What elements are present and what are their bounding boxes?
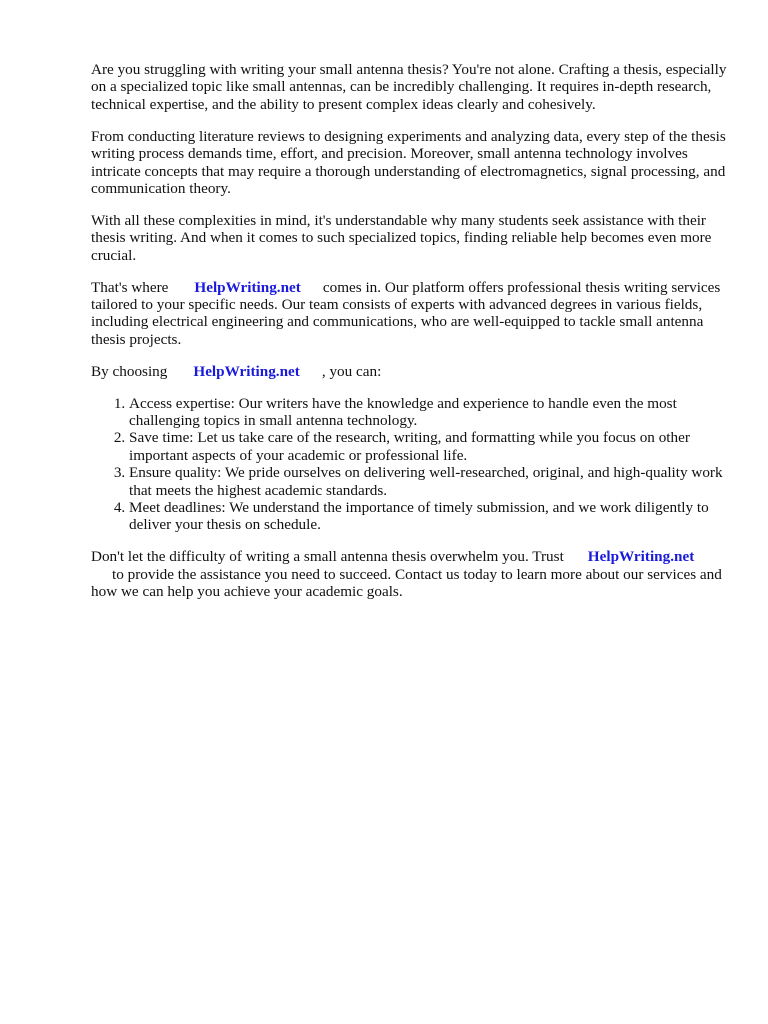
platform-body-text: comes in. Our platform offers professional thesis writing services tailored to your specific needs. Our team consists of experts with advanced degrees in various fields, including electrical engineering and communications, who are well-equipped to tackle small antenna thesis projects. [91, 278, 721, 348]
choosing-tail-text: , you can: [321, 362, 382, 380]
platform-paragraph [91, 279, 727, 349]
document-page [91, 61, 727, 615]
helpwriting-link[interactable]: HelpWriting.net [587, 548, 695, 566]
helpwriting-link[interactable]: HelpWriting.net [194, 278, 301, 296]
choosing-lead-text: By choosing [91, 362, 168, 380]
closing-body-text: to provide the assistance you need to succeed. Contact us today to learn more about our services and how we can help you achieve your academic goals. [91, 565, 722, 601]
choosing-paragraph [91, 363, 727, 380]
list-item: 1. Access expertise: Our writers have the knowledge and experience to handle even the most challenging topics in small antenna technology. [129, 395, 727, 430]
closing-lead-text: Don't let the difficulty of writing a small antenna thesis overwhelm you. Trust [91, 548, 564, 566]
complexities-paragraph: With all these complexities in mind, it's understandable why many students seek assistance with their thesis writing. And when it comes to such specialized topics, finding reliable help becomes even more crucial. [91, 211, 712, 264]
helpwriting-link[interactable]: HelpWriting.net [193, 362, 300, 380]
list-item: 3. Ensure quality: We pride ourselves on delivering well-researched, original, and high-quality work that meets the highest academic standards. [129, 464, 727, 499]
closing-paragraph [91, 548, 727, 600]
process-paragraph: From conducting literature reviews to designing experiments and analyzing data, every step of the thesis writing process demands time, effort, and precision. Moreover, small antenna technology involves intricate concepts that may require a thorough understanding of electromagnetics, signal processing, and communication theory. [91, 127, 726, 197]
benefits-list [91, 395, 727, 534]
intro-paragraph: Are you struggling with writing your small antenna thesis? You're not alone. Crafting a thesis, especially on a specialized topic like small antennas, can be incredibly challenging. It requires in-depth research, technical expertise, and the ability to present complex ideas clearly and cohesively. [91, 61, 727, 113]
list-item: 4. Meet deadlines: We understand the importance of timely submission, and we work diligently to deliver your thesis on schedule. [129, 499, 727, 534]
list-item: 2. Save time: Let us take care of the research, writing, and formatting while you focus on other important aspects of your academic or professional life. [129, 429, 727, 464]
platform-lead-text: That's where [91, 278, 169, 296]
